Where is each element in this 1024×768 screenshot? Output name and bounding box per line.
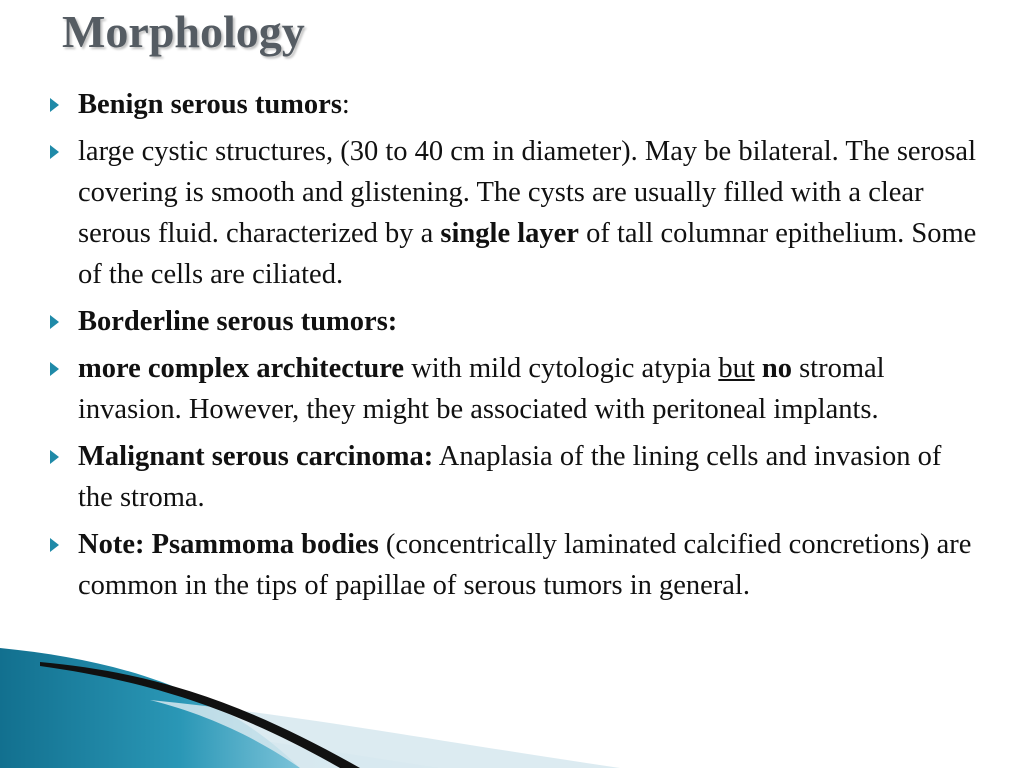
- bullet-borderline-description: [46, 348, 981, 430]
- bullet-benign-serous: [46, 84, 981, 125]
- deco-light-sweep: [150, 700, 620, 768]
- bullet-text: Anaplasia of the lining cells and invasion of the stroma.: [78, 441, 942, 513]
- bullet-bold: more complex architecture: [78, 353, 405, 384]
- deco-dark-stroke: [40, 662, 360, 768]
- bullet-text: large cystic structures, (30 to 40 cm in diameter). May be bilateral. The serosal covering is smooth and glistening. The cysts are usually filled with a clear serous fluid. characterized by a: [78, 136, 976, 249]
- bullet-bold: Benign serous tumors: [78, 89, 342, 120]
- bullet-bold: single layer: [440, 218, 579, 249]
- slide-title: Morphology: [62, 6, 305, 57]
- deco-light-band: [0, 700, 440, 768]
- bullet-bold: Note: Psammoma bodies: [78, 529, 379, 560]
- bullet-text: (concentrically laminated calcified concretions) are common in the tips of papillae of serous tumors in general.: [78, 529, 972, 601]
- bullet-list: [46, 84, 981, 612]
- triangle-bullet-icon: [50, 145, 59, 159]
- deco-teal-band: [0, 648, 300, 768]
- bullet-text: with mild cytologic atypia: [404, 353, 719, 384]
- bullet-text: :: [341, 89, 350, 120]
- triangle-bullet-icon: [50, 538, 59, 552]
- bullet-note-psammoma: [46, 524, 981, 606]
- bullet-bold: no: [761, 353, 792, 384]
- bullet-malignant-serous: [46, 436, 981, 518]
- bullet-benign-description: [46, 131, 981, 295]
- bullet-bold: Malignant serous carcinoma:: [78, 441, 434, 472]
- bullet-underline: but: [718, 353, 755, 384]
- bullet-space: [755, 353, 762, 384]
- triangle-bullet-icon: [50, 362, 59, 376]
- bullet-borderline-serous: [46, 301, 981, 342]
- bullet-text: of tall columnar epithelium. Some of the cells are ciliated.: [78, 218, 977, 290]
- triangle-bullet-icon: [50, 450, 59, 464]
- triangle-bullet-icon: [50, 315, 59, 329]
- triangle-bullet-icon: [50, 98, 59, 112]
- bullet-bold: Borderline serous tumors:: [78, 306, 398, 337]
- bullet-text: stromal invasion. However, they might be associated with peritoneal implants.: [78, 353, 885, 425]
